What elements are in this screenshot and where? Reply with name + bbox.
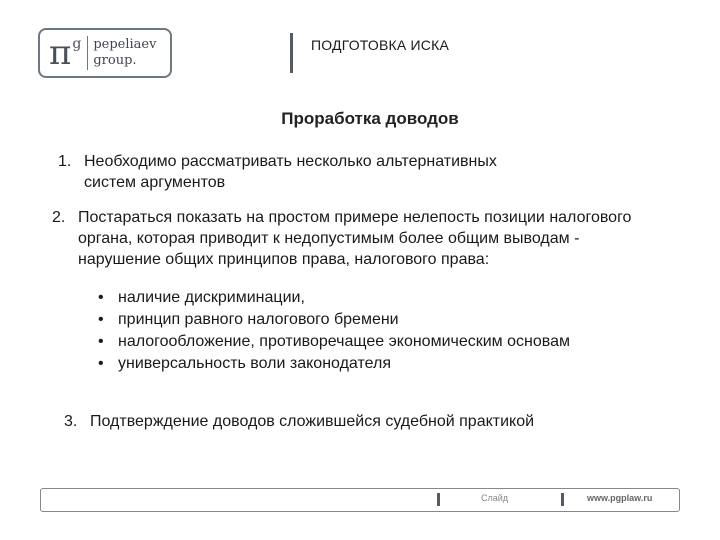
footer-divider <box>437 493 440 506</box>
bullet-marker: • <box>98 289 104 306</box>
bullet-item <box>98 287 570 309</box>
bullet-text: универсальность воли законодателя <box>118 355 391 372</box>
item-number: 1. <box>58 153 72 170</box>
list-item-3 <box>64 411 664 433</box>
bullet-list <box>98 287 570 375</box>
bullet-marker: • <box>98 311 104 328</box>
item-text: Необходимо рассматривать несколько альтернативных систем аргументов <box>84 153 497 191</box>
bullet-item <box>98 353 570 375</box>
logo-pi-symbol: π <box>49 33 72 73</box>
bullet-marker: • <box>98 333 104 350</box>
bullet-text: налогообложение, противоречащее экономическим основам <box>118 333 570 350</box>
footer-divider <box>561 493 564 506</box>
footer-website-link[interactable]: www.pgplaw.ru <box>587 493 653 503</box>
logo-divider <box>87 36 88 70</box>
logo-line2: group. <box>93 53 137 68</box>
footer-slide-label: Слайд <box>481 493 509 503</box>
item-text: Постараться показать на простом примере нелепость позиции налогового органа, которая приводит к недопустимым более общим выводам - нарушение общих принципов права, налогового права: <box>78 209 632 268</box>
company-logo <box>38 28 172 78</box>
header-divider <box>290 33 293 73</box>
bullet-item <box>98 309 570 331</box>
item-number: 2. <box>52 209 66 226</box>
bullet-text: принцип равного налогового бремени <box>118 311 399 328</box>
section-title: ПОДГОТОВКА ИСКА <box>311 37 450 53</box>
logo-line1: pepeliaev <box>93 37 157 52</box>
slide-title: Проработка доводов <box>281 109 459 128</box>
bullet-marker: • <box>98 355 104 372</box>
list-item-2 <box>52 207 712 273</box>
logo-brand-text <box>93 37 156 69</box>
logo-superscript: g <box>72 36 82 52</box>
list-item-1 <box>58 151 678 195</box>
bullet-text: наличие дискриминации, <box>118 289 305 306</box>
slide-footer <box>40 488 680 512</box>
item-number: 3. <box>64 413 78 430</box>
item-text: Подтверждение доводов сложившейся судебной практикой <box>90 413 535 430</box>
bullet-item <box>98 331 570 353</box>
